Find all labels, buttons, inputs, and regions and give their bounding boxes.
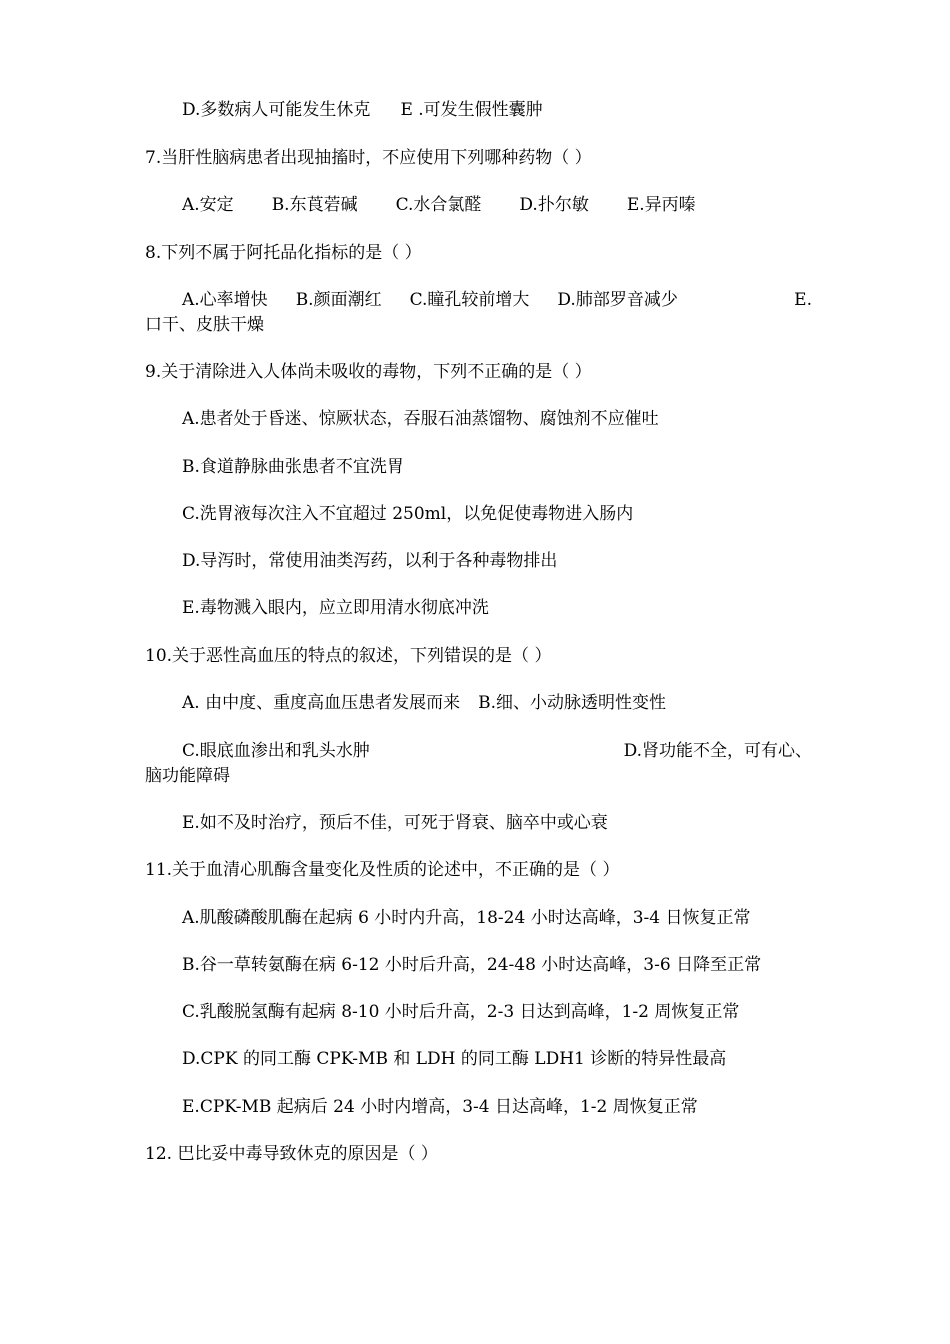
q9-option-b: B.食道静脉曲张患者不宜洗胃: [182, 457, 404, 477]
q6-options-line: [182, 98, 543, 123]
q6-option-d: D.多数病人可能发生休克: [182, 100, 371, 120]
q8-options-line: [182, 288, 812, 313]
q9-option-c: C.洗胃液每次注入不宜超过 250ml，以免促使毒物进入肠内: [182, 504, 634, 524]
question-12: 12. 巴比妥中毒导致休克的原因是（ ）: [145, 1144, 438, 1164]
q11-option-a: A.肌酸磷酸肌酶在起病 6 小时内升高，18-24 小时达高峰，3-4 日恢复正常: [182, 908, 751, 928]
question-11: 11.关于血清心肌酶含量变化及性质的论述中，不正确的是（ ）: [145, 860, 620, 880]
q7-option-e: E.异丙嗪: [626, 195, 696, 215]
question-8: 8.下列不属于阿托品化指标的是（ ）: [145, 243, 422, 263]
question-10: 10.关于恶性高血压的特点的叙述，下列错误的是（ ）: [145, 646, 552, 666]
q9-option-a: A.患者处于昏迷、惊厥状态，吞服石油蒸馏物、腐蚀剂不应催吐: [182, 409, 659, 429]
q11-option-e: E.CPK-MB 起病后 24 小时内增高，3-4 日达高峰，1-2 周恢复正常: [182, 1097, 698, 1117]
q8-option-d: D.肺部罗音减少: [557, 290, 678, 310]
q7-option-c: C.水合氯醛: [395, 195, 482, 215]
q10-options-line-1: [182, 691, 666, 716]
q10-option-d: D.肾功能不全，可有心、: [623, 741, 812, 761]
q10-options-line-2: [182, 739, 812, 764]
q11-option-d: D.CPK 的同工酶 CPK-MB 和 LDH 的同工酶 LDH1 诊断的特异性最高: [182, 1049, 727, 1069]
question-9: 9.关于清除进入人体尚未吸收的毒物，下列不正确的是（ ）: [145, 362, 592, 382]
q8-option-a: A.心率增快: [182, 290, 268, 310]
q10-option-a: A. 由中度、重度高血压患者发展而来: [182, 693, 461, 713]
q7-options-line: [182, 193, 696, 218]
q8-option-e-continued: 口干、皮肤干燥: [145, 315, 264, 335]
q8-option-e: E.: [794, 290, 812, 310]
q7-option-a: A.安定: [182, 195, 234, 215]
q11-option-c: C.乳酸脱氢酶有起病 8-10 小时后升高，2-3 日达到高峰，1-2 周恢复正常: [182, 1002, 740, 1022]
q11-option-b: B.谷一草转氨酶在病 6-12 小时后升高，24-48 小时达高峰，3-6 日降至正常: [182, 955, 762, 975]
q10-option-c: C.眼底血渗出和乳头水肿: [182, 741, 370, 761]
q8-option-b: B.颜面潮红: [295, 290, 382, 310]
q7-option-d: D.扑尔敏: [519, 195, 589, 215]
q10-option-b: B.细、小动脉透明性变性: [478, 693, 666, 713]
q10-option-d-continued: 脑功能障碍: [145, 766, 230, 786]
question-7: 7.当肝性脑病患者出现抽搐时，不应使用下列哪种药物（ ）: [145, 148, 592, 168]
q9-option-d: D.导泻时，常使用油类泻药，以利于各种毒物排出: [182, 551, 558, 571]
q6-option-e: E .可发生假性囊肿: [400, 100, 543, 120]
q7-option-b: B.东莨菪碱: [271, 195, 358, 215]
q8-option-c: C.瞳孔较前增大: [409, 290, 530, 310]
q10-option-e: E.如不及时治疗，预后不佳，可死于肾衰、脑卒中或心衰: [182, 813, 608, 833]
q9-option-e: E.毒物溅入眼内，应立即用清水彻底冲洗: [182, 598, 489, 618]
